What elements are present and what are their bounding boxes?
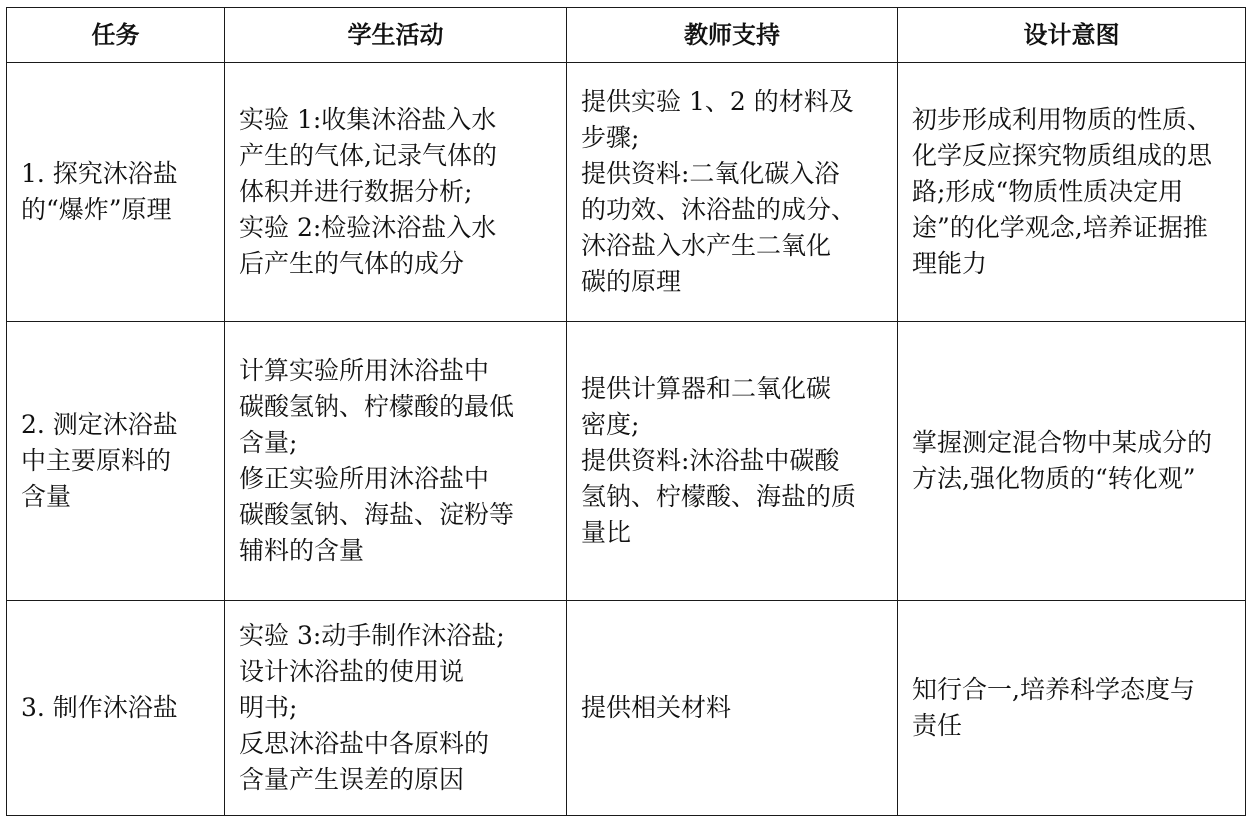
header-task: 任务 [7, 8, 225, 63]
cell-line: 途”的化学观念,培养证据推 [912, 213, 1208, 242]
cell-line: 含量产生误差的原因 [239, 765, 465, 794]
table-row [7, 601, 1246, 816]
cell-line: 1. 探究沐浴盐 [21, 159, 178, 188]
task-cell [7, 601, 225, 816]
lesson-plan-table [6, 7, 1246, 816]
cell-line: 辅料的含量 [239, 536, 365, 565]
table-row [7, 322, 1246, 601]
teacher-support-cell [567, 601, 898, 816]
header-design-intent: 设计意图 [898, 8, 1246, 63]
cell-line: 含量 [21, 482, 72, 511]
cell-line: 方法,强化物质的“转化观” [912, 464, 1196, 493]
cell-line: 2. 测定沐浴盐 [21, 410, 178, 439]
student-activity-cell [225, 63, 567, 322]
cell-line: 量比 [581, 518, 632, 547]
cell-line: 设计沐浴盐的使用说 [239, 657, 465, 686]
cell-line: 氢钠、柠檬酸、海盐的质 [581, 482, 857, 511]
cell-line: 含量; [239, 428, 298, 457]
cell-line: 责任 [912, 711, 963, 740]
cell-line: 反思沐浴盐中各原料的 [239, 729, 490, 758]
cell-line: 计算实验所用沐浴盐中 [239, 356, 490, 385]
cell-line: 路;形成“物质性质决定用 [912, 177, 1184, 206]
cell-line: 提供相关材料 [581, 693, 732, 722]
design-intent-cell [898, 322, 1246, 601]
cell-line: 实验 1:收集沐浴盐入水 [239, 105, 497, 134]
cell-line: 沐浴盐入水产生二氧化 [581, 231, 832, 260]
student-activity-cell [225, 322, 567, 601]
cell-line: 明书; [239, 693, 298, 722]
cell-line: 中主要原料的 [21, 446, 172, 475]
cell-line: 提供实验 1、2 的材料及 [581, 87, 854, 116]
teacher-support-cell [567, 63, 898, 322]
cell-line: 的功效、沐浴盐的成分、 [581, 195, 857, 224]
cell-line: 碳酸氢钠、柠檬酸的最低 [239, 392, 515, 421]
cell-line: 提供计算器和二氧化碳 [581, 374, 832, 403]
header-teacher-support: 教师支持 [567, 8, 898, 63]
task-cell [7, 63, 225, 322]
cell-line: 初步形成利用物质的性质、 [912, 105, 1213, 134]
table-row [7, 63, 1246, 322]
cell-line: 体积并进行数据分析; [239, 177, 473, 206]
student-activity-cell [225, 601, 567, 816]
cell-line: 产生的气体,记录气体的 [239, 141, 497, 170]
teacher-support-cell [567, 322, 898, 601]
cell-line: 理能力 [912, 249, 988, 278]
cell-line: 碳的原理 [581, 267, 682, 296]
cell-line: 知行合一,培养科学态度与 [912, 675, 1195, 704]
cell-line: 步骤; [581, 123, 640, 152]
cell-line: 掌握测定混合物中某成分的 [912, 428, 1213, 457]
cell-line: 修正实验所用沐浴盐中 [239, 464, 490, 493]
cell-line: 密度; [581, 410, 640, 439]
cell-line: 提供资料:沐浴盐中碳酸 [581, 446, 840, 475]
cell-line: 3. 制作沐浴盐 [21, 693, 178, 722]
task-cell [7, 322, 225, 601]
cell-line: 实验 2:检验沐浴盐入水 [239, 213, 497, 242]
cell-line: 碳酸氢钠、海盐、淀粉等 [239, 500, 515, 529]
cell-line: 实验 3:动手制作沐浴盐; [239, 621, 505, 650]
header-row [7, 8, 1246, 63]
design-intent-cell [898, 601, 1246, 816]
cell-line: 的“爆炸”原理 [21, 195, 172, 224]
cell-line: 后产生的气体的成分 [239, 249, 465, 278]
cell-line: 提供资料:二氧化碳入浴 [581, 159, 840, 188]
header-student-activity: 学生活动 [225, 8, 567, 63]
design-intent-cell [898, 63, 1246, 322]
cell-line: 化学反应探究物质组成的思 [912, 141, 1213, 170]
